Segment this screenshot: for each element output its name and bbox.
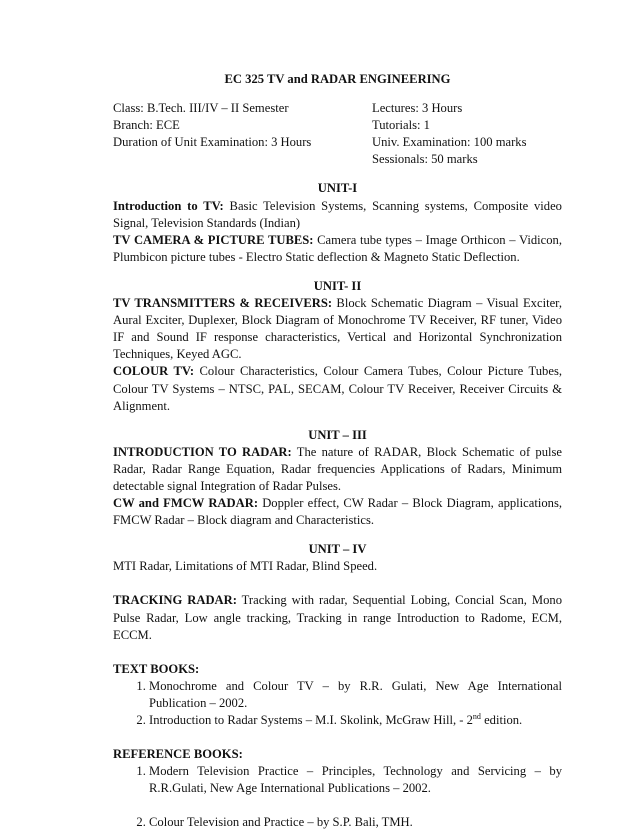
topic-heading: CW and FMCW RADAR:: [113, 496, 259, 511]
unit-4-heading: UNIT – IV: [308, 542, 367, 557]
topic-heading: Introduction to TV:: [113, 198, 224, 213]
unit-4-paragraph: [113, 592, 562, 643]
text-books-list: [113, 678, 562, 729]
spacer: [113, 575, 562, 592]
topic-text: MTI Radar, Limitations of MTI Radar, Blind Speed.: [113, 559, 378, 574]
unit-3-paragraph: [113, 444, 562, 495]
univ-exam-info: Univ. Examination: 100 marks: [372, 135, 527, 150]
list-item: 1. Modern Television Practice – Principles, Technology and Servicing – by R.R.Gulati, New Age International Publications – 2002.: [149, 763, 562, 797]
topic-text: The nature of RADAR, Block Schematic of pulse Radar, Radar Range Equation, Radar frequencies Applications of Radars, Minimum detectable signal Integration of Radar Pulses.: [113, 444, 563, 493]
topic-heading: COLOUR TV:: [113, 364, 195, 379]
unit-1-paragraph: [113, 232, 562, 266]
sessionals-info: Sessionals: 50 marks: [372, 152, 478, 167]
list-item: 1. Monochrome and Colour TV – by R.R. Gulati, New Age International Publication – 2002.: [149, 678, 562, 712]
spacer: [113, 729, 562, 746]
topic-text: Doppler effect, CW Radar – Block Diagram, applications, FMCW Radar – Block diagram and Characteristics.: [113, 496, 563, 528]
list-item: 2. Colour Television and Practice – by S.P. Bali, TMH.: [149, 814, 562, 831]
topic-heading: TV CAMERA & PICTURE TUBES:: [113, 232, 314, 247]
topic-text: Colour Characteristics, Colour Camera Tubes, Colour Picture Tubes, Colour TV Systems – NTSC, PAL, SECAM, Colour TV Receiver, Receiver Circuits & Alignment.: [113, 364, 562, 413]
book-text: Introduction to Radar Systems – M.I. Skolink, McGraw Hill, - 2: [149, 713, 473, 727]
reference-books-heading: REFERENCE BOOKS:: [113, 747, 243, 762]
course-info-left: [113, 100, 372, 168]
topic-text: Basic Television Systems, Scanning systems, Composite video Signal, Television Standards (Indian): [113, 198, 562, 230]
page-title: EC 325 TV and RADAR ENGINEERING: [224, 72, 451, 86]
text-books-heading: TEXT BOOKS:: [113, 661, 200, 676]
course-info: [113, 100, 562, 168]
topic-heading: TRACKING RADAR:: [113, 593, 237, 608]
unit-1-paragraph: [113, 198, 562, 232]
unit-2-paragraph: [113, 295, 562, 363]
spacer: [113, 644, 562, 661]
unit-1-heading: UNIT-I: [317, 181, 358, 196]
unit-4-paragraph: [113, 558, 562, 575]
course-info-right: [372, 100, 562, 168]
book-text-tail: edition.: [480, 713, 523, 727]
unit-2-heading: UNIT- II: [313, 278, 362, 293]
reference-books-list: [113, 763, 562, 831]
topic-text: Tracking with radar, Sequential Lobing, Concial Scan, Mono Pulse Radar, Low angle tracking, Tracking in range Introduction to Radome, ECM, ECCM.: [113, 593, 562, 642]
ordinal-suffix: nd: [472, 711, 481, 721]
topic-heading: INTRODUCTION TO RADAR:: [113, 444, 292, 459]
class-info: Class: B.Tech. III/IV – II Semester: [113, 101, 289, 116]
branch-info: Branch: ECE: [113, 118, 180, 133]
exam-duration-info: Duration of Unit Examination: 3 Hours: [113, 135, 312, 150]
syllabus-page: [113, 71, 562, 831]
topic-text: Camera tube types – Image Orthicon – Vidicon, Plumbicon picture tubes - Electro Static deflection & Magneto Static Deflection.: [113, 232, 562, 264]
lectures-info: Lectures: 3 Hours: [372, 101, 463, 116]
topic-text: Block Schematic Diagram – Visual Exciter, Aural Exciter, Duplexer, Block Diagram of Monochrome TV Receiver, RF tuner, Video IF and Sound IF response characteristics, Vertical and Horizontal Synchronization Techniques, Keyed AGC.: [113, 296, 562, 362]
unit-3-paragraph: [113, 495, 562, 529]
topic-heading: TV TRANSMITTERS & RECEIVERS:: [113, 296, 333, 311]
list-item: [149, 712, 562, 729]
unit-3-heading: UNIT – III: [308, 427, 367, 442]
unit-2-paragraph: [113, 363, 562, 414]
tutorials-info: Tutorials: 1: [372, 118, 430, 133]
